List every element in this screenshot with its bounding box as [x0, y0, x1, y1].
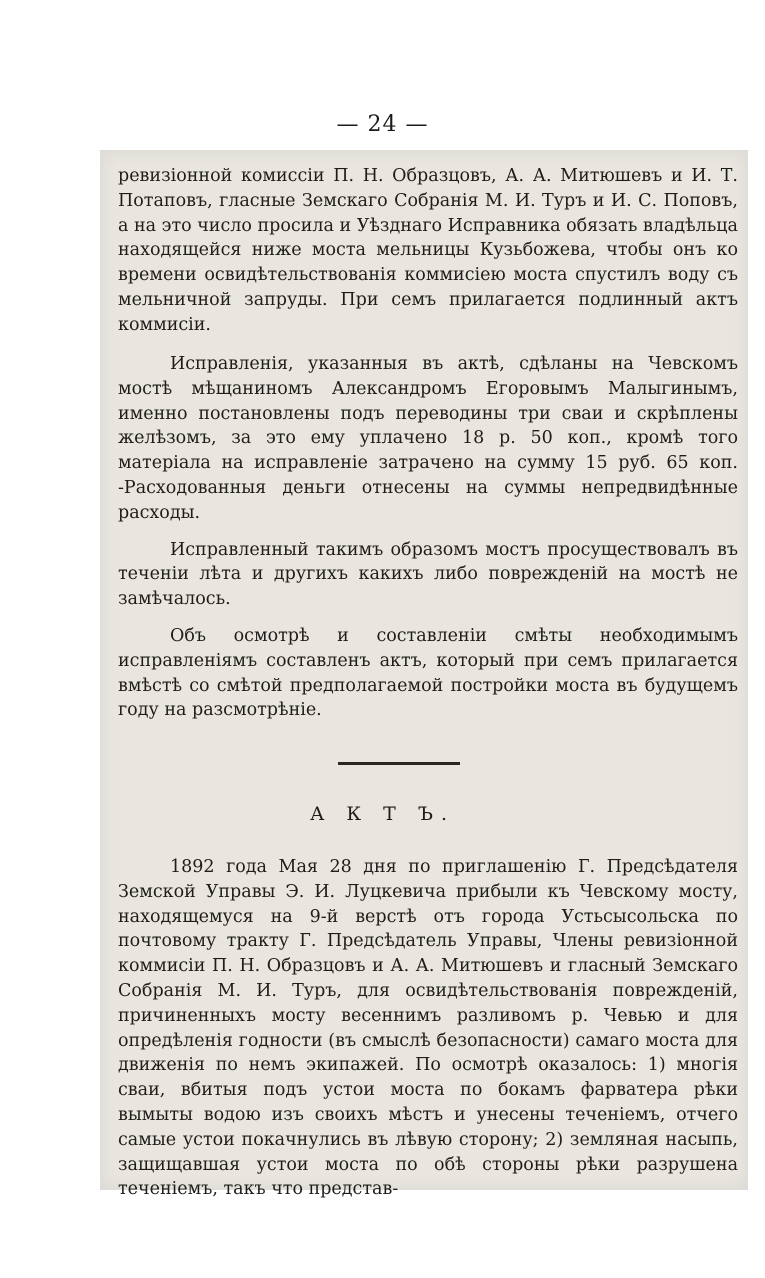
- continuation-paragraph: ревизіонной комиссіи П. Н. Образцовъ, А. А. Митюшевъ и И. Т. Потаповъ, гласные Земскаго Собранія М. И. Туръ и И. С. Поповъ, а на это число просила и Уѣзднаго Исправника обязать владѣльца находящейся ниже моста мельницы Кузьбожева, чтобы онъ ко времени освидѣтельствованія коммисіею моста спустилъ воду съ мельничной запруды. При семъ прилагается подлинный актъ коммисіи.: [118, 166, 738, 335]
- act-heading: А К Т Ъ.: [309, 803, 456, 825]
- section-divider: [338, 762, 460, 765]
- page-number: — 24 —: [336, 112, 429, 137]
- act-paragraph: 1892 года Мая 28 дня по приглашенію Г. Предсѣдателя Земской Управы Э. И. Луцкевича прибыли къ Чевскому мосту, находящемуся на 9-й верстѣ отъ города Устьсысольска по почтовому тракту Г. Предсѣдатель Управы, Члены ревизіонной коммисіи П. Н. Образцовъ и А. А. Митюшевъ и гласный Земскаго Собранія М. И. Туръ, для освидѣтельствованія поврежденій, причиненныхъ мосту весеннимъ разливомъ р. Чевью и для опредѣленія годности (въ смыслѣ безопасности) самаго моста для движенія по немъ экипажей. По осмотрѣ оказалось: 1) многія сваи, вбитыя подъ устои моста по бокамъ фарватера рѣки вымыты водою изъ своихъ мѣстъ и унесены теченіемъ, отчего самые устои покачнулись въ лѣвую сторону; 2) земляная насыпь, защищавшая устои моста по обѣ стороны рѣки разрушена теченіемъ, такъ что представ-: [118, 857, 738, 1200]
- act-text: [118, 855, 738, 1202]
- report-text-top: [118, 164, 738, 338]
- paragraph-bridge-status: Исправленный такимъ образомъ мостъ просуществовалъ въ теченіи лѣта и другихъ какихъ либо поврежденій на мостѣ не замѣчалось.: [118, 539, 738, 610]
- report-text-middle: [118, 352, 738, 723]
- paragraph-estimate: Объ осмотрѣ и составленіи смѣты необходимымъ исправленіямъ составленъ актъ, который при семъ прилагается вмѣстѣ со смѣтой предполагаемой постройки моста въ будущемъ году на разсмотрѣніе.: [118, 625, 738, 721]
- paragraph-repairs: Исправленія, указанныя въ актѣ, сдѣланы на Чевскомъ мостѣ мѣщаниномъ Александромъ Егоровымъ Малыгинымъ, именно постановлены подъ переводины три сваи и скрѣплены желѣзомъ, за это ему уплачено 18 р. 50 коп., кромѣ того матеріала на исправленіе затрачено на сумму 15 руб. 65 коп. -Расходованныя деньги отнесены на суммы непредвидѣнные расходы.: [118, 354, 738, 523]
